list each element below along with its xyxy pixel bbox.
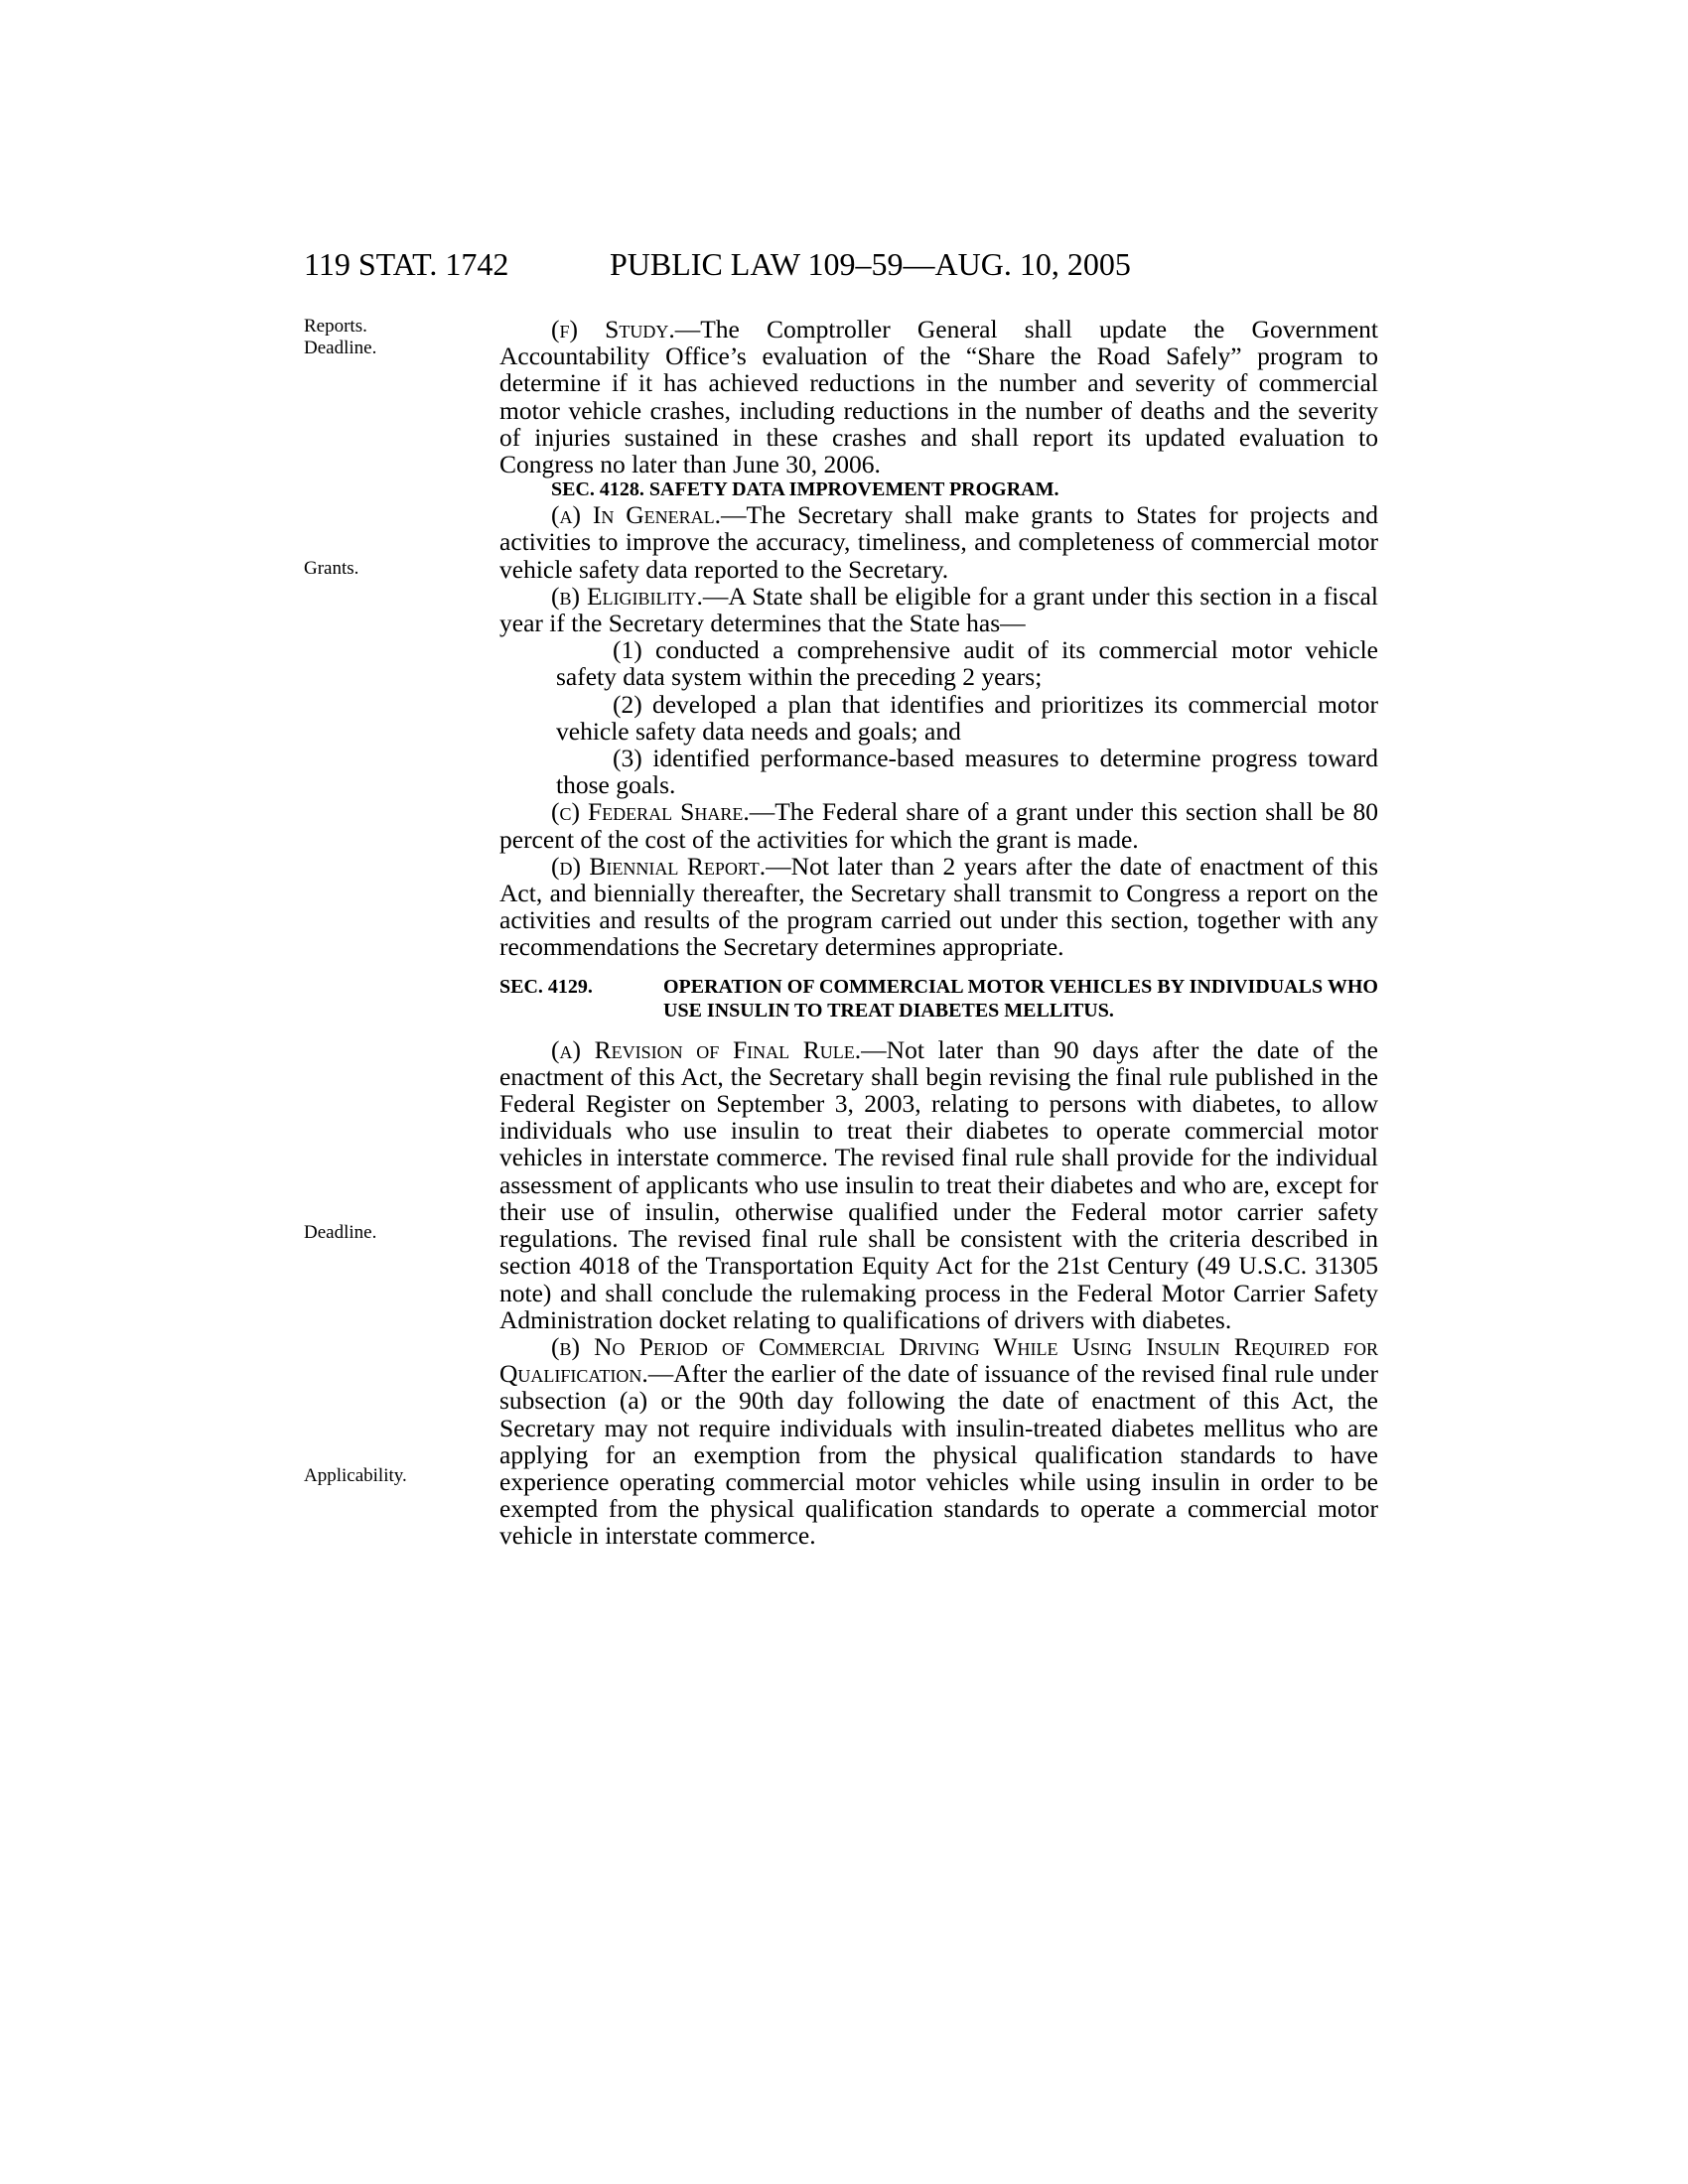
subsection-text: —The Comptroller General shall update the Government Accountability Office’s evaluation of the “Share the Road Safely” program to determine if it has achieved reductions in the number and severity of commercial motor vehicle crashes, including reductions in the number of deaths and the severity of injuries sustained in these crashes and shall report its updated evaluation to Congress no later than June 30, 2006. [499, 315, 1378, 479]
margin-note-deadline: Deadline. [304, 1222, 377, 1243]
section-number: SEC. 4129. [499, 975, 593, 998]
subsection-label: (b) No Period of Commercial Driving While Using Insulin Required for Qualification. [499, 1331, 1378, 1389]
subsection-c [499, 798, 1378, 852]
statute-body [499, 316, 1378, 1550]
subsection-b [499, 583, 1378, 636]
subsection-label: (a) Revision of Final Rule. [551, 1034, 862, 1064]
subsection-text: —A State shall be eligible for a grant under this section in a fiscal year if the Secretary determines that the State has— [499, 581, 1378, 638]
paragraph-1: (1) conducted a comprehensive audit of its commercial motor vehicle safety data system within the preceding 2 years; [556, 635, 1378, 692]
section-title: OPERATION OF COMMERCIAL MOTOR VEHICLES BY INDIVIDUALS WHO USE INSULIN TO TREAT DIABETES MELLITUS. [663, 975, 1378, 1022]
margin-note-grants: Grants. [304, 558, 359, 579]
margin-note-applicability: Applicability. [304, 1465, 407, 1486]
subsection-text: —The Secretary shall make grants to States for projects and activities to improve the accuracy, timeliness, and completeness of commercial motor vehicle safety data reported to the Secretary. [499, 500, 1378, 584]
subsection-a [499, 1036, 1378, 1333]
subsection-f-study [499, 316, 1378, 478]
running-head: PUBLIC LAW 109–59—AUG. 10, 2005 [610, 246, 1131, 282]
paragraph-3: (3) identified performance-based measures to determine progress toward those goals. [556, 744, 1378, 800]
subsection-label: (f) Study. [551, 315, 675, 343]
subsection-label: (b) Eligibility. [551, 581, 703, 611]
section-4129-heading [499, 975, 1378, 1023]
page-number: 119 STAT. 1742 [304, 246, 509, 282]
paragraph-2: (2) developed a plan that identifies and prioritizes its commercial motor vehicle safety data needs and goals; and [556, 689, 1378, 746]
subsection-label: (d) Biennial Report. [551, 851, 767, 881]
subsection-text: —The Federal share of a grant under this section shall be 80 percent of the cost of the activities for which the grant is made. [499, 797, 1378, 854]
subsection-a [499, 501, 1378, 583]
subsection-text: —After the earlier of the date of issuance of the revised final rule under subsection (a) or the 90th day following the date of enactment of this Act, the Secretary may not require individuals with insulin-treated diabetes mellitus who are applying for an exemption from the physical qualification standards to have experience operating commercial motor vehicles while using insulin in order to be exempted from the physical qualification standards to operate a commercial motor vehicle in interstate commerce. [499, 1359, 1378, 1551]
section-4128-heading: SEC. 4128. SAFETY DATA IMPROVEMENT PROGRAM. [551, 478, 1059, 501]
subsection-label: (a) In General. [551, 500, 721, 530]
subsection-text: —Not later than 2 years after the date of enactment of this Act, and biennially thereafter, the Secretary shall transmit to Congress a report on the activities and results of the program carried out under this section, together with any recommendations the Secretary determines appropriate. [499, 851, 1378, 962]
subsection-d [499, 853, 1378, 961]
margin-note-deadline: Deadline. [304, 338, 377, 358]
margin-note-reports: Reports. [304, 316, 367, 337]
subsection-b [499, 1333, 1378, 1550]
subsection-text: —Not later than 90 days after the date of the enactment of this Act, the Secretary shall begin revising the final rule published in the Federal Register on September 3, 2003, relating to persons with diabetes, to allow individuals who use insulin to treat their diabetes to operate commercial motor vehicles in interstate commerce. The revised final rule shall provide for the individual assessment of applicants who use insulin to treat their diabetes and who are, except for their use of insulin, otherwise qualified under the Federal motor carrier safety regulations. The revised final rule shall be consistent with the criteria described in section 4018 of the Transportation Equity Act for the 21st Century (49 U.S.C. 31305 note) and shall conclude the rulemaking process in the Federal Motor Carrier Safety Administration docket relating to qualifications of drivers with diabetes. [499, 1034, 1378, 1334]
subsection-label: (c) Federal Share. [551, 797, 750, 827]
